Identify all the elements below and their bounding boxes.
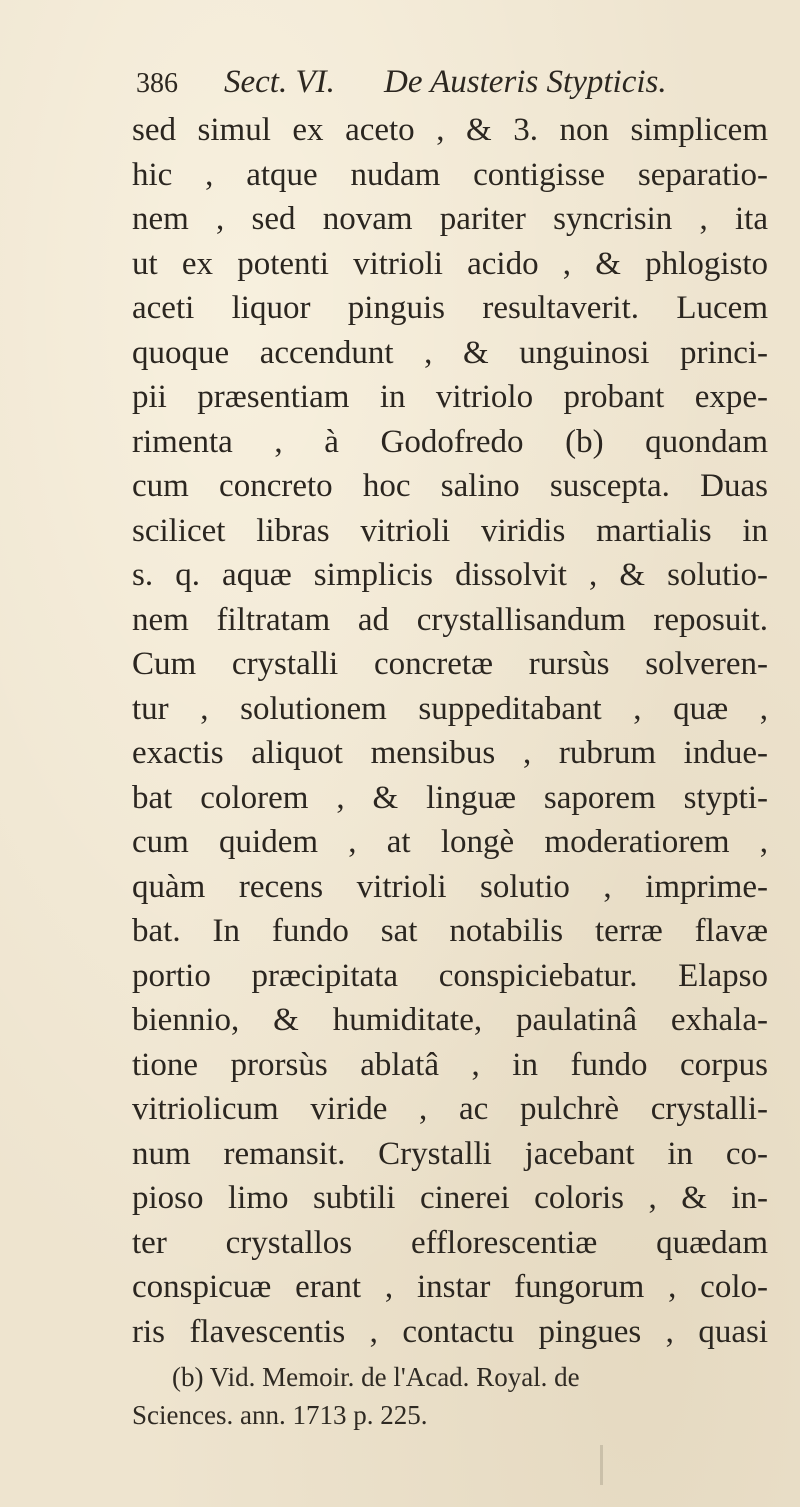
text-line: ter crystallos efflorescentiæ quædam <box>132 1224 768 1261</box>
text-line: s. q. aquæ simplicis dissolvit , & solutio- <box>132 557 768 593</box>
text-line: rimenta , à Godofredo (b) quondam <box>132 423 768 460</box>
text-line: Cum crystalli concretæ rursùs solveren- <box>132 646 768 682</box>
text-line: cum concreto hoc salino suscepta. Duas <box>132 468 768 504</box>
text-line: nem filtratam ad crystallisandum reposuit. <box>132 601 768 638</box>
running-header <box>136 64 766 108</box>
running-title: De Austeris Stypticis. <box>384 64 667 100</box>
text-line: biennio, & humiditate, paulatinâ exhala- <box>132 1002 768 1038</box>
text-line: tur , solutionem suppeditabant , quæ , <box>132 690 768 727</box>
text-line: portio præcipitata conspiciebatur. Elapso <box>132 957 768 994</box>
text-line: scilicet libras vitrioli viridis martialis in <box>132 512 768 549</box>
paper-mark <box>600 1445 603 1485</box>
text-line: sed simul ex aceto , & 3. non simplicem <box>132 112 768 148</box>
text-line: nem , sed novam pariter syncrisin , ita <box>132 201 768 237</box>
text-line: bat. In fundo sat notabilis terræ flavæ <box>132 913 768 949</box>
text-line: aceti liquor pinguis resultaverit. Lucem <box>132 290 768 326</box>
footnote-line: Sciences. ann. 1713 p. 225. <box>132 1400 428 1430</box>
text-line: exactis aliquot mensibus , rubrum indue- <box>132 735 768 771</box>
text-line: pii præsentiam in vitriolo probant expe- <box>132 379 768 415</box>
text-line: vitriolicum viride , ac pulchrè crystalli- <box>132 1091 768 1127</box>
text-line: ut ex potenti vitrioli acido , & phlogisto <box>132 245 768 282</box>
text-line: hic , atque nudam contigisse separatio- <box>132 156 768 193</box>
page-number: 386 <box>136 68 178 99</box>
text-line: quoque accendunt , & unguinosi princi- <box>132 334 768 371</box>
text-line: pioso limo subtili cinerei coloris , & in- <box>132 1180 768 1216</box>
text-line: bat colorem , & linguæ saporem stypti- <box>132 779 768 816</box>
text-line: conspicuæ erant , instar fungorum , colo- <box>132 1269 768 1305</box>
text-line: num remansit. Crystalli jacebant in co- <box>132 1135 768 1172</box>
text-line: ris flavescentis , contactu pingues , quasi <box>132 1313 768 1350</box>
section-heading: Sect. VI. <box>224 64 335 100</box>
text-line: cum quidem , at longè moderatiorem , <box>132 824 768 860</box>
footnote-line: (b) Vid. Memoir. de l'Acad. Royal. de <box>172 1362 580 1392</box>
text-line: quàm recens vitrioli solutio , imprime- <box>132 868 768 905</box>
body-text <box>132 108 768 1354</box>
footnote <box>132 1358 768 1434</box>
text-line: tione prorsùs ablatâ , in fundo corpus <box>132 1046 768 1083</box>
